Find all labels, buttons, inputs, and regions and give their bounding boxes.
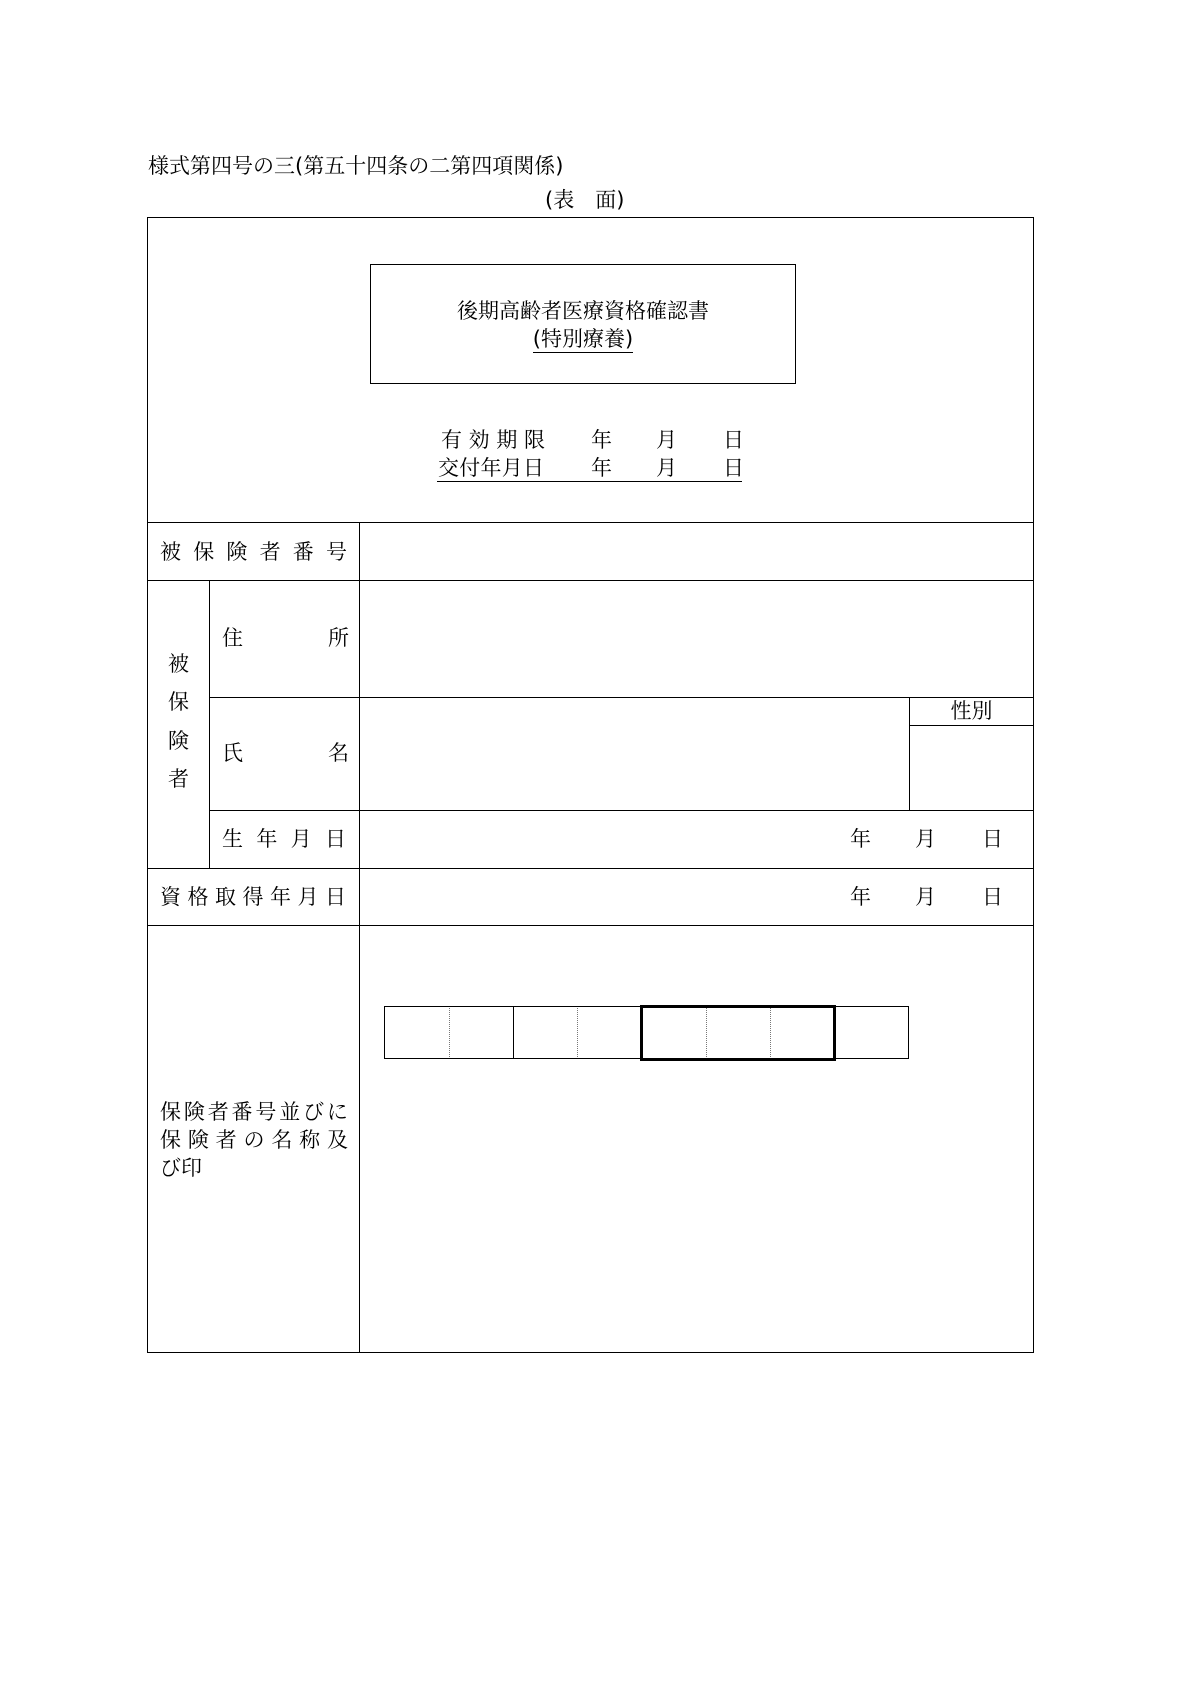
document-title: 後期高齢者医療資格確認書 <box>457 299 709 323</box>
qualification-day-unit: 日 <box>982 885 1003 909</box>
birth-day-unit: 日 <box>982 827 1003 851</box>
insurer-label-line-1: 保 険 者 番 号 並 び に <box>160 1100 348 1124</box>
title-box <box>370 264 796 384</box>
sex-field[interactable] <box>910 726 1033 809</box>
issue-year-unit: 年 <box>591 456 612 480</box>
issue-month-unit: 月 <box>656 456 677 480</box>
insurer-label-line-3: び印 <box>160 1156 202 1180</box>
address-label: 住 所 <box>222 626 349 650</box>
expiry-month-unit: 月 <box>656 428 677 452</box>
issue-day-unit: 日 <box>723 456 744 480</box>
expiry-day-unit: 日 <box>723 428 744 452</box>
insured-person-label-char: 保 <box>168 690 189 714</box>
insured-person-label-char: 険 <box>168 729 189 753</box>
insurer-number-highlight-group <box>640 1005 836 1061</box>
birth-date-label: 生 年 月 日 <box>222 827 346 851</box>
digit-divider <box>449 1008 450 1057</box>
expiry-label: 有 効 期 限 <box>441 428 545 452</box>
digit-group-divider <box>513 1006 514 1059</box>
column-divider <box>209 580 210 868</box>
birth-month-unit: 月 <box>915 827 936 851</box>
side-label: (表 面) <box>545 188 625 212</box>
insurer-label-line-2: 保 険 者 の 名 称 及 <box>160 1128 348 1152</box>
sex-label: 性別 <box>950 699 993 723</box>
insurer-info-field[interactable] <box>360 926 1033 1352</box>
issue-date-underline <box>437 481 742 482</box>
insured-person-label-char: 者 <box>168 767 189 791</box>
expiry-year-unit: 年 <box>591 428 612 452</box>
address-field[interactable] <box>360 581 1033 696</box>
form-number: 様式第四号の三(第五十四条の二第四項関係) <box>148 154 564 178</box>
insured-number-field[interactable] <box>360 523 1033 579</box>
issue-date-label: 交 付 年 月 日 <box>438 456 544 480</box>
insured-number-label: 被 保 険 者 番 号 <box>160 540 347 564</box>
birth-year-unit: 年 <box>850 827 871 851</box>
qualification-date-label: 資 格 取 得 年 月 日 <box>160 885 346 909</box>
digit-divider <box>577 1008 578 1057</box>
insured-person-label-char: 被 <box>168 652 189 676</box>
qualification-year-unit: 年 <box>850 885 871 909</box>
qualification-month-unit: 月 <box>915 885 936 909</box>
document-subtitle: (特別療養) <box>532 327 634 351</box>
name-label: 氏 名 <box>222 741 349 765</box>
name-field[interactable] <box>360 698 908 809</box>
